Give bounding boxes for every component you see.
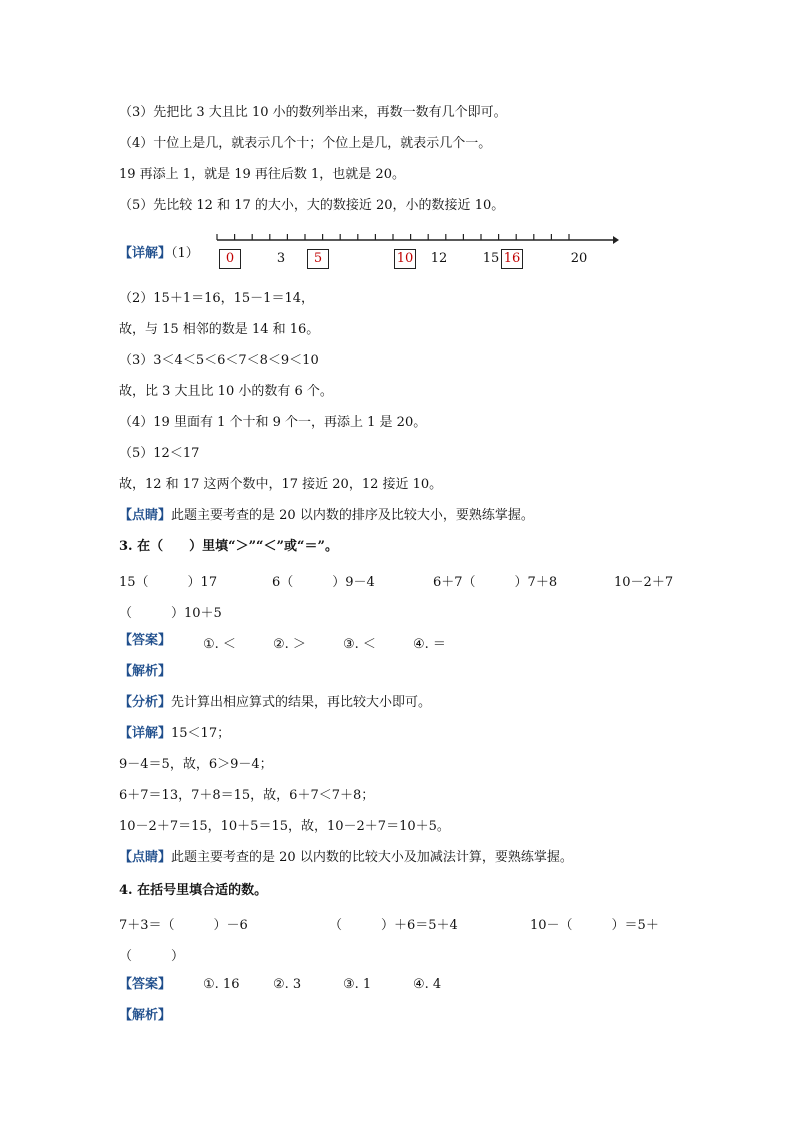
q3-answer: ②. ＞ (273, 637, 306, 652)
dianjing-line (119, 850, 573, 866)
question-4-title: 4. 在括号里填合适的数。 (119, 883, 268, 898)
q3-item: 6＋7（ ）7＋8 (433, 575, 558, 590)
dianjing-tag: 【点睛】 (119, 850, 172, 865)
step-line: 6＋7＝13，7＋8＝15，故，6＋7＜7＋8； (119, 788, 375, 803)
tick-number: 12 (430, 251, 448, 266)
text-line: （3）3＜4＜5＜6＜7＜8＜9＜10 (119, 353, 319, 368)
boxed-number: 16 (501, 249, 523, 269)
text-line: 故，12 和 17 这两个数中，17 接近 20，12 接近 10。 (119, 477, 443, 492)
tick-number: 20 (570, 251, 588, 266)
q4-item: 7＋3＝（ ）－6 (119, 918, 248, 933)
tick-number: 3 (276, 251, 286, 266)
text-line: 19 再添上 1，就是 19 再往后数 1，也就是 20。 (119, 167, 405, 182)
boxed-number: 0 (219, 249, 241, 269)
dianjing-text: 此题主要考查的是 20 以内数的排序及比较大小，要熟练掌握。 (171, 508, 534, 523)
step-line: 9－4＝5，故，6＞9－4； (119, 757, 273, 772)
text-line: （2）15＋1＝16，15－1＝14， (119, 291, 314, 306)
q4-answer: ①. 16 (203, 977, 240, 992)
dianjing-text: 此题主要考查的是 20 以内数的比较大小及加减法计算，要熟练掌握。 (171, 850, 573, 865)
q3-item: 10－2＋7 (614, 575, 674, 590)
xiangjie-text: 15＜17； (171, 726, 231, 741)
q3-answer: ③. ＜ (343, 637, 376, 652)
boxed-number: 10 (394, 249, 416, 269)
xiangjie-line (119, 726, 230, 742)
q3-item-cont: （ ）10＋5 (119, 606, 222, 621)
q3-answer: ①. ＜ (203, 637, 236, 652)
text-line: （5）先比较 12 和 17 的大小，大的数接近 20，小的数接近 10。 (119, 198, 505, 213)
q3-answer: ④. ＝ (413, 637, 446, 652)
q3-item: 15（ ）17 (119, 575, 218, 590)
jiexi-tag: 【解析】 (119, 664, 172, 679)
q3-item: 6（ ）9－4 (272, 575, 375, 590)
detail-tag: 【详解】 (119, 246, 172, 261)
q3-answer-line (119, 633, 171, 649)
q4-answer: ②. 3 (273, 977, 302, 992)
text-line: 故，比 3 大且比 10 小的数有 6 个。 (119, 384, 333, 399)
text-line: （4）十位上是几，就表示几个十；个位上是几，就表示几个一。 (119, 136, 492, 151)
text-line: （4）19 里面有 1 个十和 9 个一，再添上 1 是 20。 (119, 415, 427, 430)
q4-item: （ ）＋6＝5＋4 (329, 918, 458, 933)
answer-tag: 【答案】 (119, 633, 172, 648)
boxed-number: 5 (307, 249, 329, 269)
dianjing-tag: 【点睛】 (119, 508, 172, 523)
q4-answer: ④. 4 (413, 977, 442, 992)
number-line-axis (119, 228, 639, 272)
number-line-figure (119, 228, 639, 272)
detail-part: （1） (171, 246, 199, 261)
text-line: 故，与 15 相邻的数是 14 和 16。 (119, 322, 320, 337)
xiangjie-tag: 【详解】 (119, 726, 172, 741)
dianjing-line (119, 508, 534, 524)
fenxi-tag: 【分析】 (119, 695, 172, 710)
fenxi-line (119, 695, 431, 711)
fenxi-text: 先计算出相应算式的结果，再比较大小即可。 (171, 695, 432, 710)
q4-item-cont: （ ） (119, 949, 185, 964)
q4-answer-line (119, 977, 171, 993)
q4-item: 10－（ ）＝5＋ (530, 918, 659, 933)
text-line: （5）12＜17 (119, 446, 200, 461)
step-line: 10－2＋7＝15，10＋5＝15，故，10－2＋7＝10＋5。 (119, 819, 450, 834)
answer-tag: 【答案】 (119, 977, 172, 992)
jiexi-tag: 【解析】 (119, 1008, 172, 1023)
tick-number: 15 (482, 251, 500, 266)
q4-answer: ③. 1 (343, 977, 372, 992)
text-line: （3）先把比 3 大且比 10 小的数列举出来，再数一数有几个即可。 (119, 105, 507, 120)
question-3-title: 3. 在（ ）里填“＞”“＜”或“＝”。 (119, 539, 338, 554)
